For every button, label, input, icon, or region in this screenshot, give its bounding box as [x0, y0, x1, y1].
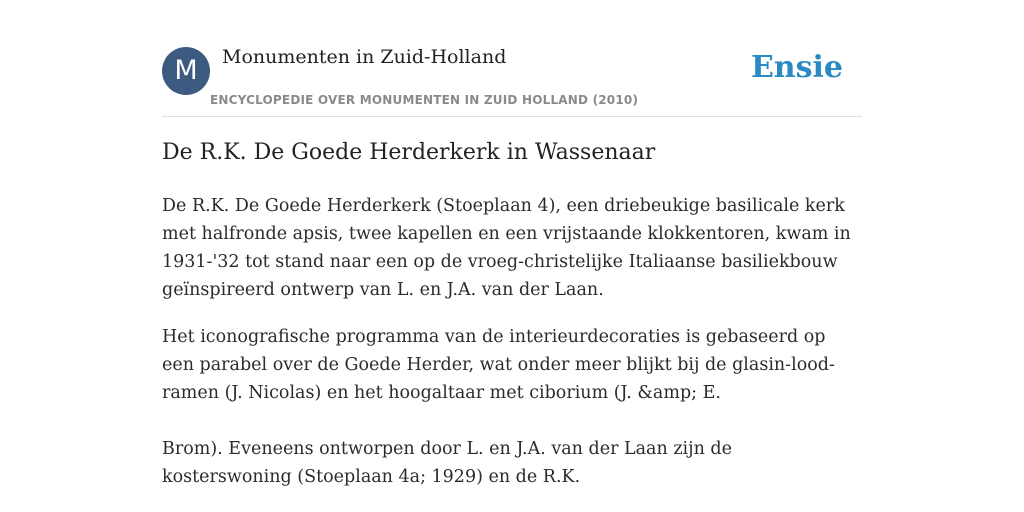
entry-card — [162, 0, 862, 512]
header — [162, 0, 862, 117]
site-subtitle: ENCYCLOPEDIE OVER MONUMENTEN IN ZUID HOLLAND (2010) — [210, 93, 639, 107]
site-title[interactable]: Monumenten in Zuid-Holland — [222, 46, 507, 68]
avatar[interactable]: M — [162, 47, 210, 95]
article-title: De R.K. De Goede Herderkerk in Wassenaar — [162, 140, 656, 165]
paragraph-3: Brom). Eveneens ontworpen door L. en J.A. van der Laan zijn de kosterswoning (Stoeplaan 4a; 1929) en de R.K. — [162, 439, 732, 487]
paragraph-2: Het iconografische programma van de interieurdecoraties is gebaseerd op een parabel over de Goede Herder, wat onder meer blijkt bij de glasin-lood-ramen (J. Nicolas) en het hoogaltaar met ciborium (J. &amp; E. — [162, 327, 835, 403]
brand-logo[interactable]: Ensie — [750, 50, 843, 85]
paragraph-1: De R.K. De Goede Herderkerk (Stoeplaan 4), een driebeukige basilicale kerk met halfronde apsis, twee kapellen en een vrijstaande klokkentoren, kwam in 1931-'32 tot stand naar een op de vroeg-christelijke Italiaanse basiliekbouw geïnspireerd ontwerp van L. en J.A. van der Laan. — [162, 196, 851, 300]
